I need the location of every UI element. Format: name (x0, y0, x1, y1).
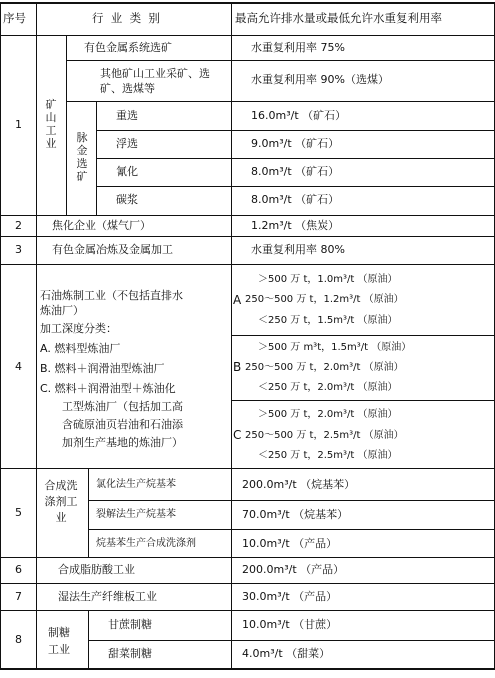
row8-b-limit: 4.0m³/t （甜菜） (242, 647, 331, 660)
row1-c-limit: 16.0m³/t （矿石） (251, 109, 347, 122)
row5-a-limit: 200.0m³/t （烷基苯） (242, 478, 356, 491)
row3-name: 有色金属冶炼及金属加工 (52, 243, 173, 256)
row1-f-name: 碳浆 (116, 193, 138, 206)
row1-e-name: 氰化 (116, 165, 138, 178)
row-number: 4 (15, 360, 22, 373)
row4-c-line: ＜250 万 t，2.5m³/t （原油） (258, 450, 398, 461)
row4-a-line: ＜250 万 t，1.5m³/t （原油） (258, 315, 398, 326)
table-left-border (0, 2, 1, 669)
row-separator (0, 215, 495, 216)
row4-c-letter: C (233, 428, 242, 442)
row4-name-line: 含硫原油页岩油和石油添 (62, 418, 183, 431)
header-bottom-border (0, 35, 495, 36)
row-separator (0, 236, 495, 237)
col-no-divider (36, 2, 37, 669)
row8-divider (88, 640, 495, 641)
row1-group-divider (66, 36, 67, 215)
row4-a-line: 250～500 万 t，1.2m³/t （原油） (245, 294, 404, 305)
row5-group-divider (88, 469, 89, 557)
row2-name: 焦化企业（煤气厂） (52, 219, 151, 232)
row4-c-line: ＞500 万 t，2.0m³/t （原油） (258, 409, 398, 420)
row7-limit: 30.0m³/t （产品） (242, 590, 338, 603)
row-number: 6 (15, 563, 22, 576)
row2-limit: 1.2m³/t （焦炭） (251, 219, 340, 232)
row-number: 3 (15, 243, 22, 256)
row1-divider (96, 186, 495, 187)
header-industry: 行 业 类 别 (92, 11, 160, 25)
row5-divider (88, 529, 495, 530)
row4-b-line: ＞500 万 m³t，1.5m³/t （原油） (258, 342, 412, 353)
row-number: 1 (15, 118, 22, 131)
row3-limit: 水重复利用率 80% (251, 243, 345, 256)
row5-group-label: 合成洗涤剂工业 (44, 479, 78, 524)
row4-divider (231, 400, 495, 401)
row-number: 5 (15, 506, 22, 519)
row1-d-limit: 9.0m³/t （矿石） (251, 137, 340, 150)
header-no: 序号 (3, 11, 26, 25)
row1-a-name: 有色金属系统选矿 (84, 41, 172, 54)
row1-divider (66, 60, 495, 61)
row4-name-line: 加工深度分类： (40, 322, 117, 335)
row1-subgroup-divider (96, 101, 97, 215)
table-top-border (0, 2, 495, 4)
row4-name-line: B. 燃料＋润滑油型炼油厂 (40, 362, 165, 375)
row-separator (0, 557, 495, 558)
row-number: 8 (15, 633, 22, 646)
row5-c-limit: 10.0m³/t （产品） (242, 537, 338, 550)
row8-b-name: 甜菜制糖 (108, 647, 152, 660)
row1-sub-label: 脉金选矿 (76, 131, 88, 183)
row4-name-line: 炼油厂） (40, 304, 84, 317)
row1-e-limit: 8.0m³/t （矿石） (251, 165, 340, 178)
row1-divider (96, 130, 495, 131)
row8-a-limit: 10.0m³/t （甘蔗） (242, 618, 338, 631)
row1-group-label: 矿山工业 (45, 98, 57, 150)
row-separator (0, 583, 495, 584)
header-limit: 最高允许排水量或最低允许水重复利用率 (235, 11, 442, 25)
row5-b-name: 裂解法生产烷基苯 (96, 509, 176, 520)
table-bottom-border (0, 668, 495, 670)
row5-divider (88, 500, 495, 501)
row4-b-letter: B (233, 360, 242, 374)
row4-c-line: 250～500 万 t，2.5m³/t （原油） (245, 430, 404, 441)
col-limit-divider (231, 2, 232, 669)
row1-f-limit: 8.0m³/t （矿石） (251, 193, 340, 206)
row4-b-line: ＜250 万 t，2.0m³/t （原油） (258, 382, 398, 393)
row4-divider (231, 335, 495, 336)
row-separator (0, 264, 495, 265)
row1-b-name: 其他矿山工业采矿、选矿、选煤等 (100, 67, 210, 95)
row4-a-line: ＞500 万 t，1.0m³/t （原油） (258, 274, 398, 285)
row7-name: 湿法生产纤维板工业 (58, 590, 157, 603)
row1-divider (66, 101, 495, 102)
row4-name-line: A. 燃料型炼油厂 (40, 342, 121, 355)
row1-d-name: 浮选 (116, 137, 138, 150)
row8-group-label: 制糖工业 (48, 626, 70, 656)
row1-c-name: 重选 (116, 109, 138, 122)
row4-name-line: C. 燃料＋润滑油型＋炼油化 (40, 382, 176, 395)
row1-divider (96, 158, 495, 159)
row8-group-divider (88, 611, 89, 668)
row5-c-name: 烷基苯生产合成洗涤剂 (96, 538, 196, 549)
row5-a-name: 氯化法生产烷基苯 (96, 479, 176, 490)
row1-b-limit: 水重复利用率 90%（选煤） (251, 73, 389, 86)
row4-a-letter: A (233, 293, 242, 307)
row4-name-line: 工型炼油厂（包括加工高 (62, 400, 183, 413)
row8-a-name: 甘蔗制糖 (108, 618, 152, 631)
row5-b-limit: 70.0m³/t （烷基苯） (242, 508, 349, 521)
row-number: 7 (15, 590, 22, 603)
row-separator (0, 468, 495, 469)
row4-b-line: 250～500 万 t，2.0m³/t （原油） (245, 362, 404, 373)
row1-a-limit: 水重复利用率 75% (251, 41, 345, 54)
row6-name: 合成脂肪酸工业 (58, 563, 135, 576)
row-number: 2 (15, 219, 22, 232)
row4-name-line: 加剂生产基地的炼油厂） (62, 436, 183, 449)
row4-name-line: 石油炼制工业（不包括直排水 (40, 289, 183, 302)
row6-limit: 200.0m³/t （产品） (242, 563, 345, 576)
row-separator (0, 610, 495, 611)
